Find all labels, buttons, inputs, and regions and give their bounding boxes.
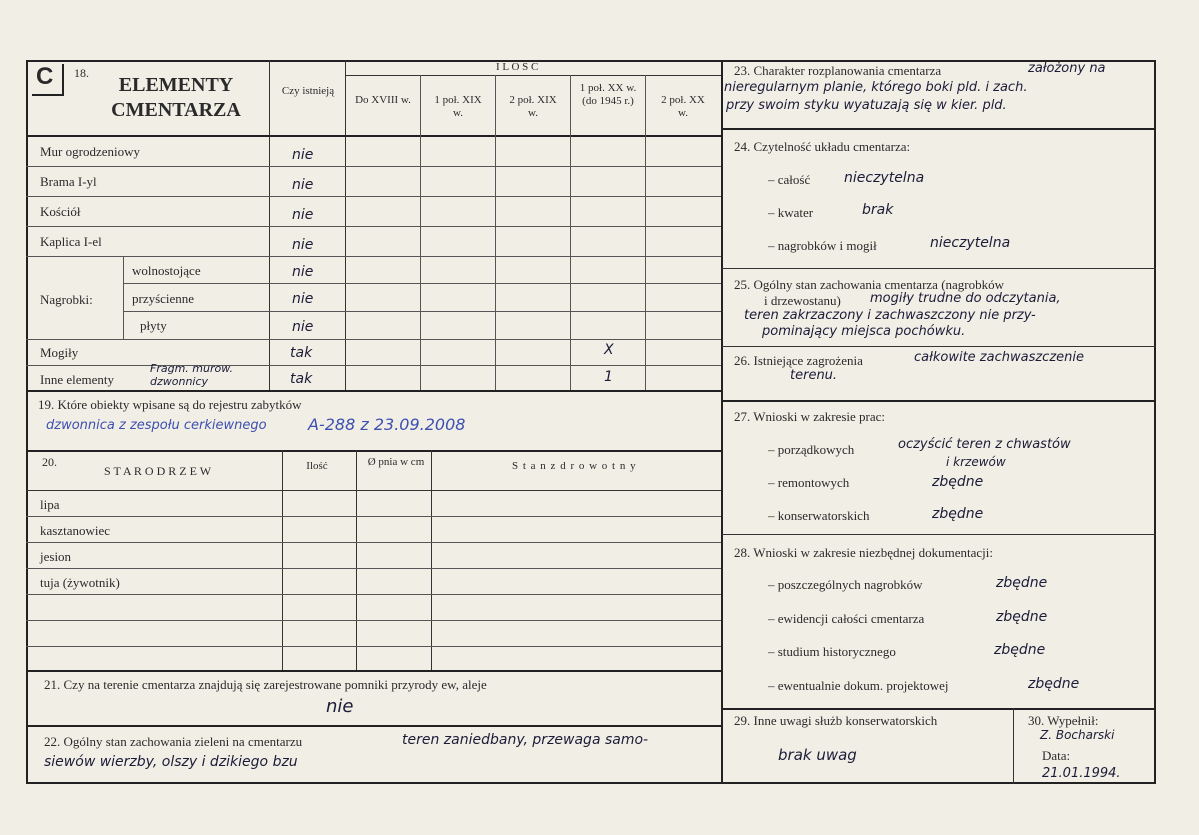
row-label-plyty: płyty <box>140 318 167 333</box>
q20-title: S T A R O D R Z E W <box>104 464 212 478</box>
exists-wolnostojace: nie <box>292 264 314 280</box>
q22-answer-1: teren zaniedbany, przewaga samo- <box>402 732 649 748</box>
q28-studium-answer: zbędne <box>994 642 1046 658</box>
exists-inne: tak <box>290 371 313 387</box>
section-letter: C <box>36 63 54 90</box>
q24-kwater-answer: brak <box>862 202 894 218</box>
title-line-2: CMENTARZA <box>111 99 241 121</box>
col-xviii: Do XVIII w. <box>355 94 411 106</box>
q19-answer-part2: A-288 z 23.09.2008 <box>308 415 466 434</box>
q20-col-ilosc: Ilość <box>306 460 328 472</box>
q28-projektowej-label: – ewentualnie dokum. projektowej <box>768 678 949 693</box>
row-label-mur: Mur ogrodzeniowy <box>40 144 141 159</box>
q24-label: 24. Czytelność układu cmentarza: <box>734 139 911 154</box>
row-label-brama: Brama I-yl <box>40 174 97 189</box>
title-line-1: ELEMENTY <box>118 74 234 96</box>
tree-kasztanowiec: kasztanowiec <box>40 523 111 538</box>
exists-mur: nie <box>292 147 314 163</box>
q27-label: 27. Wnioski w zakresie prac: <box>734 409 886 424</box>
col-ilosc-header: I L O Ś Ć <box>496 61 539 73</box>
col-2pol-xix: 2 poł. XIX w. <box>509 94 557 119</box>
q28-ewidencji-label: – ewidencji całości cmentarza <box>768 611 925 626</box>
inne-note-1: Fragm. murow. <box>150 362 234 375</box>
q23-answer-3: przy swoim styku wyatuzają się w kier. pld. <box>726 98 1007 113</box>
exists-brama: nie <box>292 177 314 193</box>
q25-label-1: 25. Ogólny stan zachowania cmentarza (nagrobków <box>734 277 1005 292</box>
q29-label: 29. Inne uwagi służb konserwatorskich <box>734 713 938 728</box>
mark-mogily-1pol-xx: X <box>604 342 614 358</box>
q25-answer-2: teren zakrzaczony i zachwaszczony nie przy- <box>744 308 1036 323</box>
q27-porzadkowych-answer: oczyścić teren z chwastów <box>898 437 1071 452</box>
q19-label: 19. Które obiekty wpisane są do rejestru zabytków <box>38 397 302 412</box>
q28-nagrobkow-label: – poszczególnych nagrobków <box>768 577 923 592</box>
q28-studium-label: – studium historycznego <box>768 644 896 659</box>
row-label-wolnostojace: wolnostojące <box>132 263 201 278</box>
q27-konserwatorskich-answer: zbędne <box>932 506 984 522</box>
exists-plyty: nie <box>292 319 314 335</box>
q27-porzadkowych-label: – porządkowych <box>768 442 855 457</box>
form-sheet <box>26 60 1156 785</box>
row-label-kosciol: Kościół <box>40 204 81 219</box>
q26-label: 26. Istniejące zagrożenia <box>734 353 863 368</box>
col-1pol-xx: 1 poł. XX w. (do 1945 r.) <box>579 82 637 107</box>
q27-remontowych-label: – remontowych <box>768 475 850 490</box>
q20-col-pnia: Ø pnia w cm <box>367 456 425 468</box>
q30-name: Z. Bocharski <box>1040 728 1115 742</box>
row-label-mogily: Mogiły <box>40 345 79 360</box>
q25-answer-1: mogiły trudne do odczytania, <box>870 291 1061 306</box>
tree-tuja: tuja (żywotnik) <box>40 575 120 590</box>
tree-lipa: lipa <box>40 497 60 512</box>
q30-label: 30. Wypełnił: <box>1028 713 1099 728</box>
q20-number: 20. <box>42 455 57 469</box>
q29-answer: brak uwag <box>778 746 857 764</box>
exists-mogily: tak <box>290 345 313 361</box>
q28-label: 28. Wnioski w zakresie niezbędnej dokumentacji: <box>734 545 993 560</box>
q28-nagrobkow-answer: zbędne <box>996 575 1048 591</box>
q24-calosc-label: – całość <box>768 172 811 187</box>
q23-answer-2: nieregularnym planie, którego boki pld. i zach. <box>724 80 1028 95</box>
q26-answer-2: terenu. <box>790 368 838 383</box>
q24-calosc-answer: nieczytelna <box>844 170 925 186</box>
q24-nagrobki-label: – nagrobków i mogił <box>768 238 877 253</box>
row-label-kaplica: Kaplica I-el <box>40 234 102 249</box>
q30-date: 21.01.1994. <box>1042 766 1121 781</box>
q20-col-stan: S t a n z d r o w o t n y <box>512 460 637 472</box>
q23-answer-1: założony na <box>1028 61 1106 76</box>
q22-label: 22. Ogólny stan zachowania zieleni na cmentarzu <box>44 734 303 749</box>
col-2pol-xx: 2 poł. XX w. <box>661 94 705 119</box>
q27-konserwatorskich-label: – konserwatorskich <box>768 508 870 523</box>
row-label-przyscienne: przyścienne <box>132 291 195 306</box>
col-1pol-xix: 1 poł. XIX w. <box>434 94 482 119</box>
q28-ewidencji-answer: zbędne <box>996 609 1048 625</box>
q21-label: 21. Czy na terenie cmentarza znajdują się zarejestrowane pomniki przyrody ew, aleje <box>44 677 487 692</box>
q25-label-2: i drzewostanu) <box>764 293 841 308</box>
q24-kwater-label: – kwater <box>768 205 814 220</box>
col-exists-header: Czy istnieją <box>281 85 335 97</box>
section-18-title <box>86 73 266 123</box>
q26-answer-1: całkowite zachwaszczenie <box>914 350 1084 365</box>
q27-porzadkowych-answer-2: i krzewów <box>946 455 1006 469</box>
q25-answer-3: pominający miejsca pochówku. <box>762 324 966 339</box>
inne-note-2: dzwonnicy <box>150 375 209 388</box>
q28-projektowej-answer: zbędne <box>1028 676 1080 692</box>
q24-nagrobki-answer: nieczytelna <box>930 235 1011 251</box>
exists-przyscienne: nie <box>292 291 314 307</box>
exists-kosciol: nie <box>292 207 314 223</box>
row-label-nagrobki: Nagrobki: <box>40 292 93 307</box>
q27-remontowych-answer: zbędne <box>932 474 984 490</box>
exists-kaplica: nie <box>292 237 314 253</box>
mark-inne-1pol-xx: 1 <box>604 369 613 385</box>
section-18-number: 18. <box>74 66 89 80</box>
q19-answer-part1: dzwonnica z zespołu cerkiewnego <box>46 418 267 433</box>
tree-jesion: jesion <box>40 549 72 564</box>
q30-date-label: Data: <box>1042 748 1071 763</box>
q23-label: 23. Charakter rozplanowania cmentarza <box>734 63 942 78</box>
row-label-inne: Inne elementy <box>40 372 114 387</box>
q22-answer-2: siewów wierzby, olszy i dzikiego bzu <box>44 754 298 770</box>
q21-answer: nie <box>326 696 354 717</box>
